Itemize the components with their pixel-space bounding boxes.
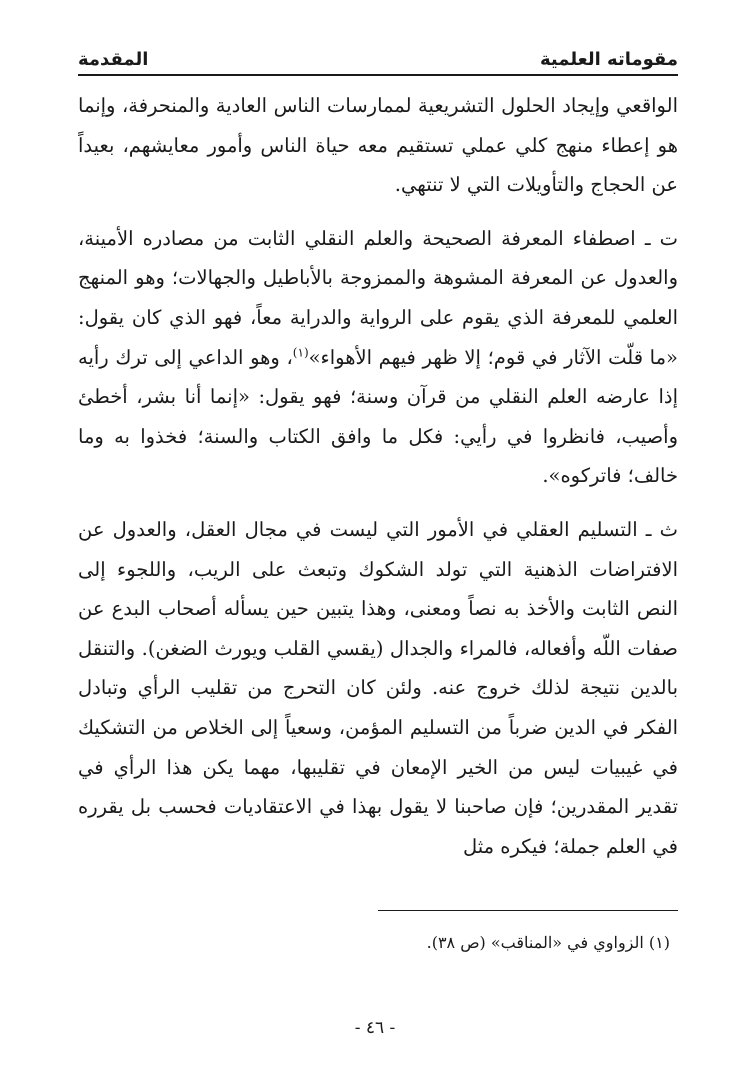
paragraph-2-text-b: ، وهو الداعي إلى ترك رأيه إذا عارضه العلم النقلي من قرآن وسنة؛ فهو يقول: «إنما أنا بشر، أخطئ وأصيب، فانظروا في رأيي: فكل ما وافق الكتاب والسنة؛ فخذوا به وما خالف؛ فاتركوه».	[78, 345, 678, 488]
running-header	[78, 38, 678, 70]
footnote-divider	[378, 910, 678, 911]
paragraph-2-text-a: ت ـ اصطفاء المعرفة الصحيحة والعلم النقلي الثابت من مصادره الأمينة، والعدول عن المعرفة المشوهة والممزوجة بالأباطيل والجهالات؛ وهو المنهج العلمي للمعرفة الذي يقوم على الرواية والدراية معاً، فهو الذي كان يقول: «ما قلّت الآثار في قوم؛ إلا ظهر فيهم الأهواء»	[78, 226, 678, 369]
footnote: (١) الزواوي في «المناقب» (ص ٣٨).	[426, 933, 670, 952]
chapter-title: المقدمة	[78, 49, 149, 70]
main-text	[78, 86, 678, 866]
header-divider	[78, 74, 678, 76]
section-title: مقوماته العلمية	[540, 49, 678, 70]
page-number: - ٤٦ -	[354, 1018, 396, 1038]
footnote-reference: (١)	[292, 345, 309, 360]
paragraph-3: ث ـ التسليم العقلي في الأمور التي ليست في مجال العقل، والعدول عن الافتراضات الذهنية التي تولد الشكوك وتبعث على الريب، واللجوء إلى النص الثابت والأخذ به نصاً ومعنى، وهذا يتبين حين يسأله أصحاب البدع عن صفات اللّه وأفعاله، فالمراء والجدال (يقسي القلب ويورث الضغن). والتنقل بالدين نتيجة لذلك خروج عنه. ولئن كان التحرج من تقليب الرأي وتبادل الفكر في الدين ضرباً من التسليم المؤمن، وسعياً إلى الخلاص من التشكيك في غيبيات ليس من الخير الإمعان في تقليبها، مهما يكن هذا الرأي في تقدير المقدرين؛ فإن صاحبنا لا يقول بهذا في الاعتقاديات فحسب بل يقرره في العلم جملة؛ فيكره مثل	[78, 517, 678, 858]
paragraph-1: الواقعي وإيجاد الحلول التشريعية لممارسات الناس العادية والمنحرفة، وإنما هو إعطاء منهج كلي عملي تستقيم معه حياة الناس وأمور معايشهم، بعيداً عن الحجاج والتأويلات التي لا تنتهي.	[78, 94, 678, 197]
paragraph-2	[78, 219, 678, 496]
